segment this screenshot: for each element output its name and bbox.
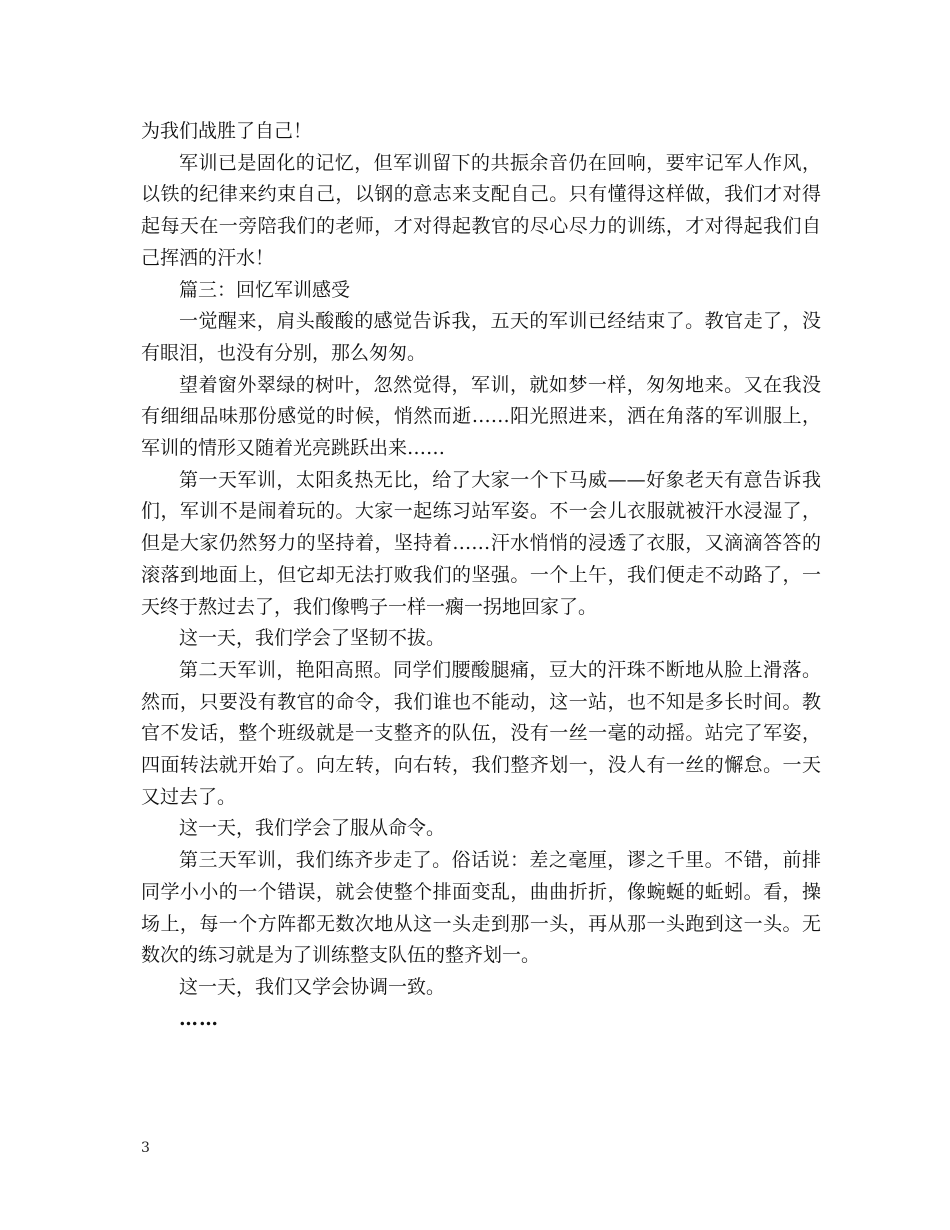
paragraph-window-leaves: 望着窗外翠绿的树叶，忽然觉得，军训，就如梦一样，匆匆地来。又在我没有细细品味那份感觉的时候，悄然而逝……阳光照进来，洒在角落的军训服上，军训的情形又随着光亮跳跃出来…… <box>141 373 821 460</box>
paragraph-day-one-lesson: 这一天，我们学会了坚韧不拔。 <box>179 627 446 650</box>
paragraph-day-one: 第一天军训，太阳炙热无比，给了大家一个下马威——好象老天有意告诉我们，军训不是闹着玩的。大家一起练习站军姿。不一会儿衣服就被汗水浸湿了，但是大家仍然努力的坚持着，坚持着……汗水悄悄的浸透了衣服，又滴滴答答的滚落到地面上，但它却无法打败我们的坚强。一个上午，我们便走不动路了，一天终于熬过去了，我们像鸭子一样一瘸一拐地回家了。 <box>141 468 821 618</box>
paragraph-wake-up: 一觉醒来，肩头酸酸的感觉告诉我，五天的军训已经结束了。教官走了，没有眼泪，也没有分别，那么匆匆。 <box>141 310 821 364</box>
paragraph-ellipsis: …… <box>179 1007 219 1030</box>
paragraph-military-memory: 军训已是固化的记忆，但军训留下的共振余音仍在回响，要牢记军人作风，以铁的纪律来约束自己，以钢的意志来支配自己。只有懂得这样做，我们才对得起每天在一旁陪我们的老师，才对得起教官的尽心尽力的训练，才对得起我们自己挥洒的汗水！ <box>141 151 821 269</box>
section-heading: 篇三：回忆军训感受 <box>179 278 351 301</box>
paragraph-day-two: 第二天军训，艳阳高照。同学们腰酸腿痛，豆大的汗珠不断地从脸上滑落。然而，只要没有教官的命令，我们谁也不能动，这一站，也不知是多长时间。教官不发话，整个班级就是一支整齐的队伍，没有一丝一毫的动摇。站完了军姿，四面转法就开始了。向左转，向右转，我们整齐划一，没人有一丝的懈怠。一天又过去了。 <box>141 658 821 808</box>
page-number: 3 <box>141 1140 150 1156</box>
document-body <box>141 116 821 1035</box>
paragraph-day-three-lesson: 这一天，我们又学会协调一致。 <box>179 975 446 998</box>
paragraph-day-two-lesson: 这一天，我们学会了服从命令。 <box>179 817 446 840</box>
paragraph-continuation: 为我们战胜了自己！ <box>141 120 313 142</box>
paragraph-day-three: 第三天军训，我们练齐步走了。俗话说：差之毫厘，谬之千里。不错，前排同学小小的一个错误，就会使整个排面变乱，曲曲折折，像蜿蜒的蚯蚓。看，操场上，每一个方阵都无数次地从这一头走到那一头，再从那一头跑到这一头。无数次的练习就是为了训练整支队伍的整齐划一。 <box>141 849 821 967</box>
